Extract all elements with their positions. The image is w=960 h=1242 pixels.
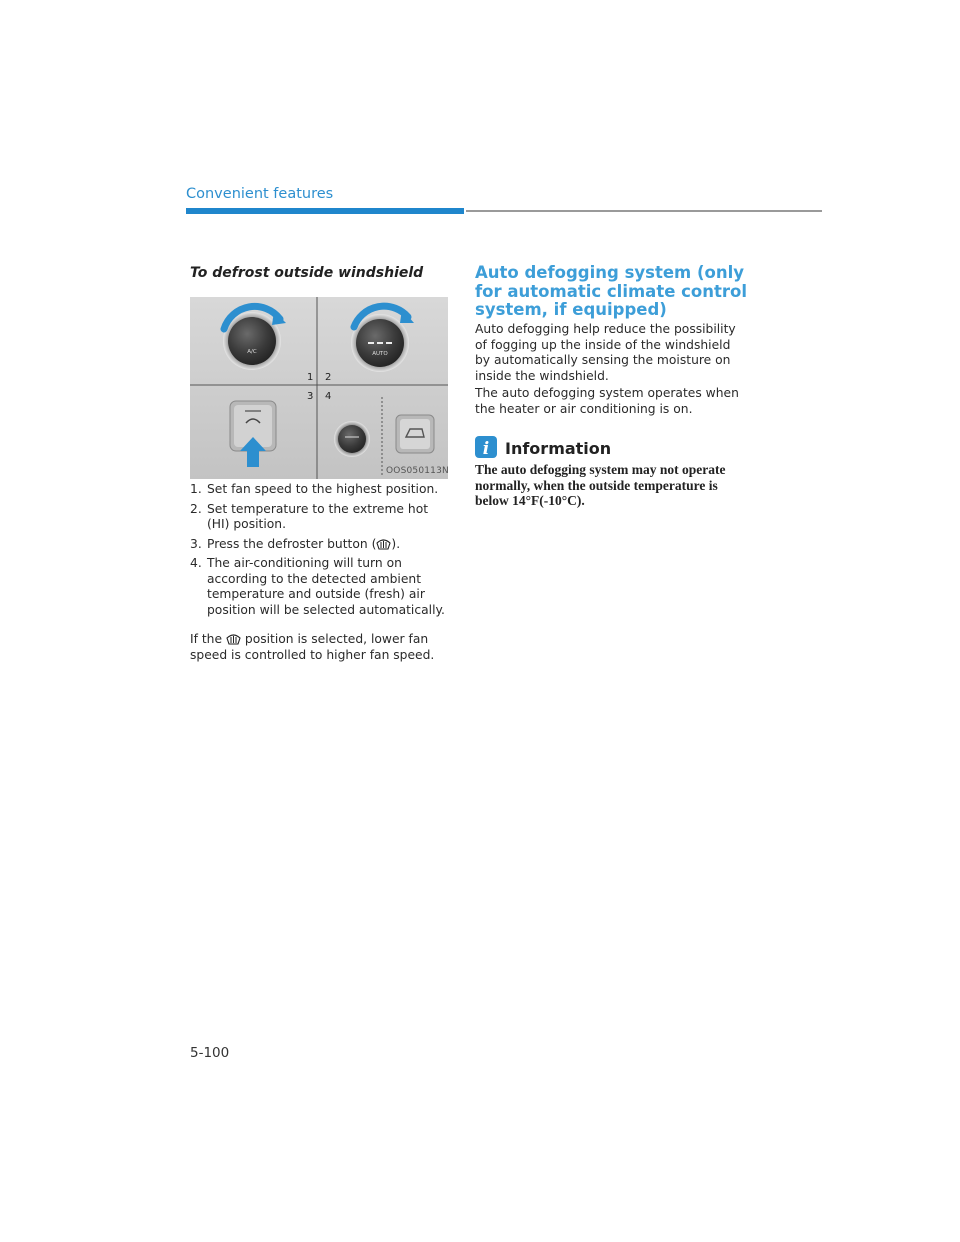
auto-defog-paragraph-2: The auto defogging system operates when the heater or air conditioning is on. [475,386,739,416]
step-2 [190,502,452,533]
step-text-end: ). [391,536,401,551]
step-text: Press the defroster button ( [207,536,377,551]
step-number: 2. [190,501,202,516]
svg-text:i: i [482,439,490,458]
steps-list [190,482,452,622]
info-text: The auto defogging system may not operate normally, when the outside temperature is below 14°F(-10°C). [475,462,726,508]
defroster-icon [376,538,391,550]
knob1-label: A/C [247,349,257,355]
section-title: Convenient features [186,186,334,202]
label-1: 1 [307,372,314,383]
step-text: Set temperature to the extreme hot (HI) position. [207,501,429,531]
step-number: 3. [190,536,202,551]
step-4 [190,556,452,618]
fan-note-paragraph [190,632,452,663]
auto-defog-heading: Auto defogging system (only for automatic climate control system, if equipped) [475,263,748,319]
header-rule-thin [466,210,822,212]
auto-defog-paragraph-1: Auto defogging help reduce the possibility of fogging up the inside of the windshield by automatically sensing the moisture on inside the windshield. [475,322,736,383]
label-3: 3 [307,391,314,402]
page-number: 5-100 [190,1045,230,1061]
defroster-icon [226,633,241,645]
para-text-end: position is selected, lower fan speed is controlled to higher fan speed. [190,632,435,662]
header-rule-accent [186,208,464,214]
knob2-label: AUTO [372,351,388,357]
figure-code: OOS050113N [386,466,449,476]
label-2: 2 [325,372,332,383]
para-text-start: If the [190,632,223,646]
defrost-illustration [190,297,448,479]
step-1 [190,482,452,498]
left-subheading: To defrost outside windshield [190,265,424,281]
step-text: The air-conditioning will turn on according to the detected ambient temperature and outside (fresh) air position will be selected automatically. [207,556,445,617]
step-text: Set fan speed to the highest position. [207,482,439,496]
step-3 [190,537,452,553]
step-number: 4. [190,556,202,570]
label-4: 4 [325,391,332,402]
info-icon [475,436,497,458]
step-number: 1. [190,482,202,496]
info-title: Information [505,439,612,458]
